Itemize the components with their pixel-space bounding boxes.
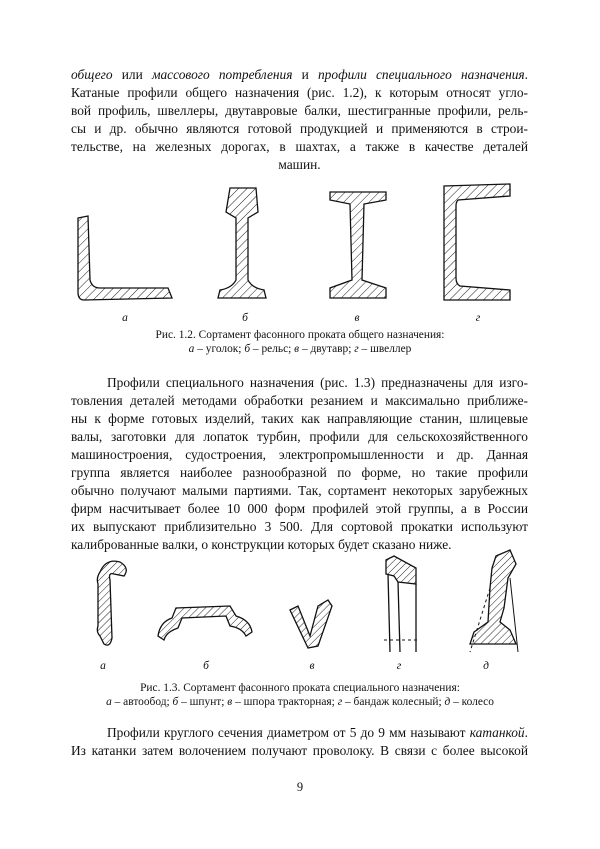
text-line: общего или массового потребления и профили специального назначения. <box>71 67 528 82</box>
text-line: сы и др. обычно являются готовой продукцией и применяются в строи- <box>71 121 528 136</box>
text-line: валы, заготовки для лопаток турбин, профили для сельскохозяйственного <box>71 429 528 444</box>
text-line: товления деталей методами обработки резанием и максимально приближе- <box>71 393 528 408</box>
text-line: их выпускают приблизительно 3 500. Для сортовой прокатки используют <box>71 519 528 534</box>
text-line: группа является наиболее разнообразной по форме, но такие профили <box>71 465 528 480</box>
text-line: Катаные профили общего назначения (рис. 1.2), к которым относят угло- <box>71 85 528 100</box>
paragraph-3 <box>71 724 528 760</box>
caption-legend: а – автообод; б – шпунт; в – шпора тракторная; г – бандаж колесный; д – колесо <box>106 696 494 708</box>
text-line: обычно получают малыми партиями. Так, сортамент некоторых зарубежных <box>71 483 528 498</box>
tire-profile-drawing <box>384 556 420 652</box>
text-line: фирм насчитывает более 10 000 форм профилей этой группы, а в России <box>71 501 528 516</box>
paragraph-1 <box>71 66 528 174</box>
wheel-profile-drawing <box>470 550 518 652</box>
figure-1-3-caption <box>60 681 540 709</box>
paragraph-2 <box>71 374 528 554</box>
figure-1-2-caption <box>60 328 540 356</box>
text-line: ны к форме готовых изделий, таких как направляющие станин, шлицевые <box>71 411 528 426</box>
figure-label: в <box>309 660 315 672</box>
rail-profile-drawing <box>218 188 266 298</box>
page-number: 9 <box>296 780 304 794</box>
figure-label: г <box>396 660 402 672</box>
text-line: калиброванные валки, о конструкции которых будет сказано ниже. <box>71 537 452 552</box>
figure-label: а <box>100 660 106 672</box>
figure-label: б <box>242 312 248 324</box>
text-line: машиностроения, судостроения, электропромышленности и др. Данная <box>71 447 528 462</box>
caption-title: Рис. 1.3. Сортамент фасонного проката специального назначения: <box>140 682 460 694</box>
angle-profile-drawing <box>78 216 172 300</box>
rim-profile-drawing <box>97 561 126 645</box>
text-line: вой профиль, швеллеры, двутавровые балки, шестигранные профили, рель- <box>71 103 528 118</box>
text-line: тельстве, на железных дорогах, в шахтах, а также в качестве деталей <box>71 139 528 154</box>
figure-1-2 <box>60 180 540 320</box>
caption-title: Рис. 1.2. Сортамент фасонного проката общего назначения: <box>155 329 445 341</box>
caption-legend: а – уголок; б – рельс; в – двутавр; г – швеллер <box>188 343 412 355</box>
text-line: Профили специального назначения (рис. 1.3) предназначены для изго- <box>107 375 528 390</box>
channel-profile-drawing <box>444 184 510 300</box>
sheet-pile-profile-drawing <box>158 606 252 640</box>
figure-label: а <box>122 312 128 324</box>
text-line: Из катанки затем волочением получают проволоку. В связи с более высокой <box>71 743 528 758</box>
figure-label: д <box>483 660 489 672</box>
text-line: Профили круглого сечения диаметром от 5 до 9 мм называют катанкой. <box>107 725 528 740</box>
i-beam-profile-drawing <box>330 192 386 298</box>
figure-label: в <box>354 312 360 324</box>
grouser-profile-drawing <box>290 600 332 648</box>
figure-label: б <box>203 660 209 672</box>
figure-label: г <box>475 312 481 324</box>
figure-1-3 <box>60 548 540 658</box>
text-line: машин. <box>278 157 321 172</box>
